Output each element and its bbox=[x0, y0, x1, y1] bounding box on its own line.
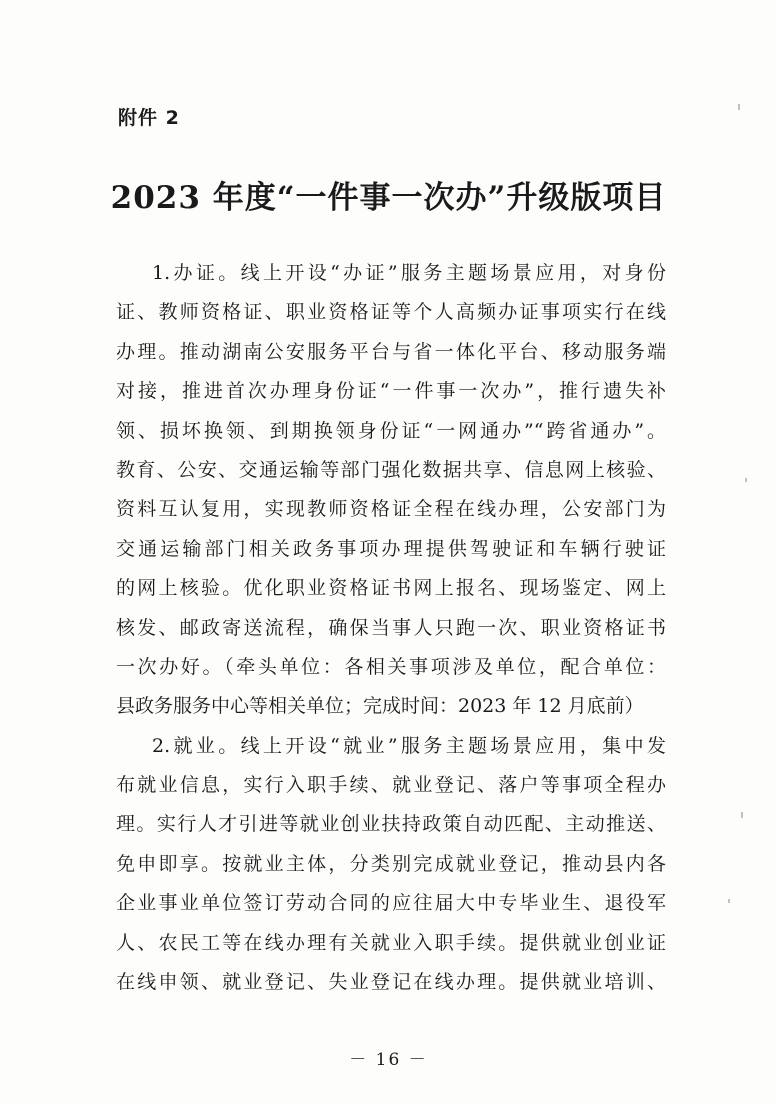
scan-speck bbox=[728, 899, 730, 903]
paragraph-2 bbox=[116, 727, 666, 1003]
page-number: － 16 － bbox=[349, 1050, 428, 1070]
text-line: 领、损坏换领、到期换领身份证“一网通办”“跨省通办”。 bbox=[116, 419, 666, 442]
text-line: 免申即享。按就业主体，分类别完成就业登记，推动县内各 bbox=[116, 852, 666, 875]
document-body bbox=[116, 254, 666, 1002]
text-line: 在线申领、就业登记、失业登记在线办理。提供就业培训、 bbox=[116, 971, 666, 994]
document-title: 2023 年度“一件事一次办”升级版项目 bbox=[110, 180, 667, 216]
text-line: 的网上核验。优化职业资格证书网上报名、现场鉴定、网上 bbox=[116, 577, 666, 600]
text-line: 对接，推进首次办理身份证“一件事一次办”，推行遗失补 bbox=[116, 380, 666, 403]
text-line: 核发、邮政寄送流程，确保当事人只跑一次、职业资格证书 bbox=[116, 616, 666, 639]
text-line: 资料互认复用，实现教师资格证全程在线办理，公安部门为 bbox=[116, 498, 666, 521]
text-line: 布就业信息，实行入职手续、就业登记、落户等事项全程办 bbox=[116, 774, 666, 797]
text-line: 交通运输部门相关政务事项办理提供驾驶证和车辆行驶证 bbox=[116, 537, 666, 560]
text-line: 证、教师资格证、职业资格证等个人高频办证事项实行在线 bbox=[116, 301, 666, 324]
text-line: 1.办证。线上开设“办证”服务主题场景应用，对身份 bbox=[152, 262, 666, 284]
attachment-label: 附件 2 bbox=[118, 107, 180, 129]
text-line: 县政务服务中心等相关单位；完成时间：2023 年 12 月底前） bbox=[116, 695, 644, 718]
scan-speck bbox=[741, 812, 743, 818]
text-line: 理。实行人才引进等就业创业扶持政策自动匹配、主动推送、 bbox=[116, 813, 666, 836]
paragraph-1 bbox=[116, 254, 666, 727]
text-line: 企业事业单位签订劳动合同的应往届大中专毕业生、退役军 bbox=[116, 892, 666, 915]
text-line: 教育、公安、交通运输等部门强化数据共享、信息网上核验、 bbox=[116, 458, 666, 481]
text-line: 2.就业。线上开设“就业”服务主题场景应用，集中发 bbox=[152, 734, 666, 757]
text-line: 办理。推动湖南公安服务平台与省一体化平台、移动服务端 bbox=[116, 340, 666, 363]
scan-speck bbox=[738, 104, 740, 110]
scan-speck bbox=[745, 478, 747, 482]
text-line: 一次办好。（牵头单位：各相关事项涉及单位，配合单位： bbox=[116, 655, 666, 678]
text-line: 人、农民工等在线办理有关就业入职手续。提供就业创业证 bbox=[116, 931, 666, 954]
